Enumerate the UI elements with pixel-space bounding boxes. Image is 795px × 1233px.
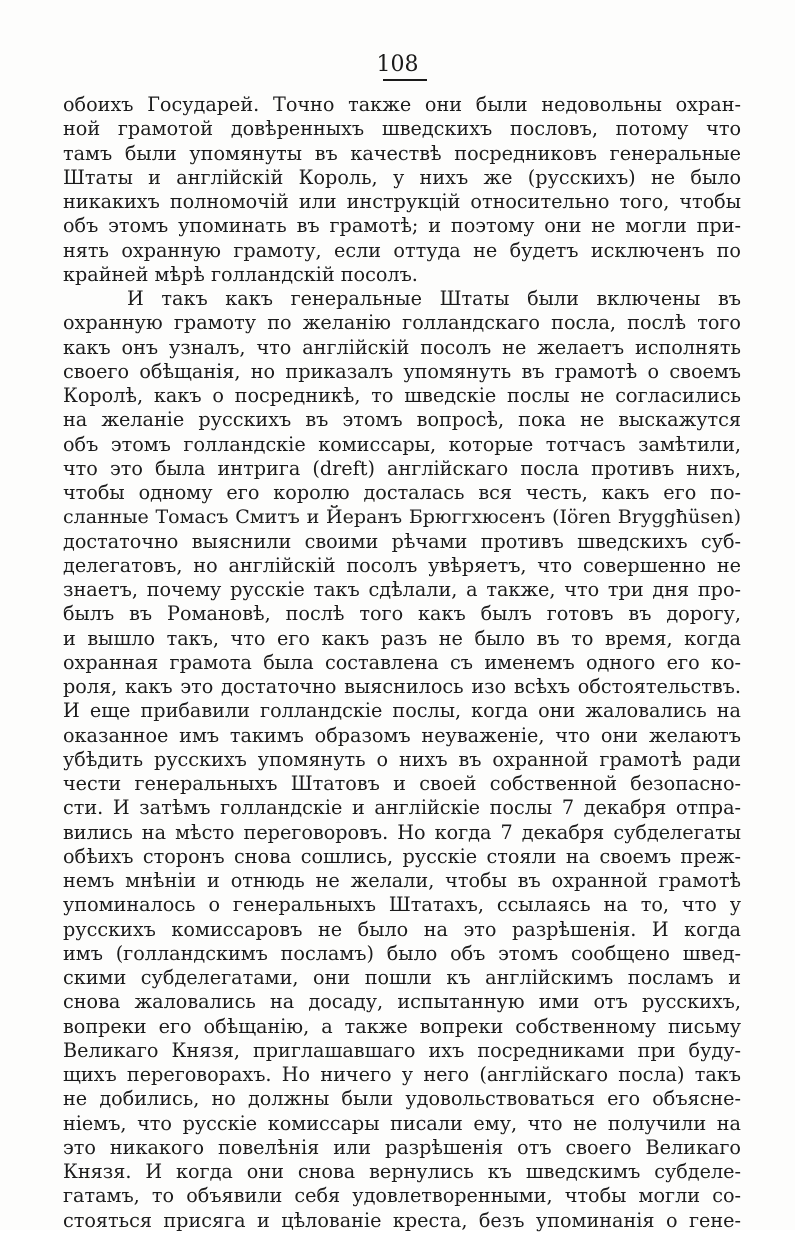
text-line: и вышло такъ, что его какъ разъ не было въ то время, когда [63, 626, 741, 650]
text-line: охранная грамота была составлена съ именемъ одного его ко- [63, 650, 741, 674]
text-line: тамъ были упомянуты въ качествѣ посредниковъ генеральные [63, 141, 741, 165]
page-number: 108 [376, 52, 419, 77]
text-line: объ этомъ голландскіе комиссары, которые тотчасъ замѣтили, [63, 432, 741, 456]
text-line: сланные Томасъ Смитъ и Йеранъ Брюггхюсенъ (Iören Bryggħüsen) [63, 506, 741, 529]
text-line: былъ въ Романовѣ, послѣ того какъ былъ готовъ въ дорогу, [63, 602, 741, 626]
text-line: вились на мѣсто переговоровъ. Но когда 7 декабря субделегаты [63, 820, 741, 844]
text-line: немъ мнѣніи и отнюдь не желали, чтобы въ охранной грамотѣ [63, 869, 741, 892]
text-line: охранную грамоту по желанію голландскаго посла, послѣ того [63, 311, 741, 335]
text-line: убѣдить русскихъ упомянуть о нихъ въ охранной грамотѣ ради [63, 747, 741, 771]
text-line: ніемъ, что русскіе комиссары писали ему, что не получили на [63, 1111, 741, 1135]
body-text [63, 93, 741, 1233]
text-line: имъ (голландскимъ посламъ) было объ этомъ сообщено швед- [63, 941, 741, 965]
text-line: что это была интрига (dreft) англійскаго посла противъ нихъ, [63, 456, 741, 480]
text-line: чести генеральныхъ Штатовъ и своей собственной безопасно- [63, 772, 741, 795]
text-line: крайней мѣрѣ голландскій посолъ. [63, 262, 418, 286]
text-line: снова жаловались на досаду, испытанную ими отъ русскихъ, [63, 990, 741, 1014]
text-line: сти. И затѣмъ голландскіе и англійскіе послы 7 декабря отпра- [63, 796, 741, 820]
text-line: Королѣ, какъ о посредникѣ, то шведскіе послы не согласились [63, 384, 741, 407]
text-line: русскихъ комиссаровъ не было на это разрѣшенія. И когда [63, 917, 741, 941]
text-line: не добились, но должны были удовольствоваться его объясне- [63, 1087, 741, 1111]
text-line: нять охранную грамоту, если оттуда не будетъ исключенъ по [63, 238, 741, 262]
text-line: Штаты и англійскій Король, у нихъ же (русскихъ) не было [63, 165, 741, 189]
text-line: скими субделегатами, они пошли къ англійскимъ посламъ и [63, 966, 741, 989]
text-line: это никакого повелѣнія или разрѣшенія отъ своего Великаго [63, 1135, 741, 1159]
text-line: И еще прибавили голландскіе послы, когда они жаловались на [63, 699, 741, 723]
text-line: на желаніе русскихъ въ этомъ вопросѣ, пока не выскажутся [63, 408, 741, 432]
text-line: никакихъ полномочій или инструкцій относительно того, чтобы [63, 190, 741, 213]
text-line: упоминалось о генеральныхъ Штатахъ, ссылаясь на то, что у [63, 893, 741, 917]
text-line: знаетъ, почему русскіе такъ сдѣлали, а также, что три дня про- [63, 578, 741, 601]
text-line: делегатовъ, но англійскій посолъ увѣряетъ, что совершенно не [63, 553, 741, 577]
text-line: своего обѣщанія, но приказалъ упомянуть въ грамотѣ о своемъ [63, 359, 741, 383]
text-line: щихъ переговорахъ. Но ничего у него (англійскаго посла) такъ [63, 1063, 741, 1086]
text-line: гатамъ, то объявили себя удовлетворенными, чтобы могли со- [63, 1184, 741, 1208]
text-line: обоихъ Государей. Точно также они были недовольны охран- [63, 93, 741, 116]
text-line: роля, какъ это достаточно выяснилось изо всѣхъ обстоятельствъ. [63, 675, 741, 698]
text-line: какъ онъ узналъ, что англійскій посолъ не желаетъ исполнять [63, 335, 741, 359]
text-line: стояться присяга и цѣлованіе креста, безъ упоминанія о гене- [63, 1208, 741, 1232]
text-line: ной грамотой довѣренныхъ шведскихъ пословъ, потому что [63, 117, 741, 141]
text-line: Князя. И когда они снова вернулись къ шведскимъ субделе- [63, 1160, 741, 1183]
text-line: оказанное имъ такимъ образомъ неуваженіе, что они желаютъ [63, 723, 741, 747]
text-line: достаточно выяснили своими рѣчами противъ шведскихъ суб- [63, 529, 741, 553]
text-line: Великаго Князя, приглашавшаго ихъ посредниками при буду- [63, 1038, 741, 1062]
text-line: объ этомъ упоминать въ грамотѣ; и поэтому они не могли при- [63, 214, 741, 238]
text-line: И такъ какъ генеральные Штаты были включены въ [127, 287, 741, 310]
text-line: обѣихъ сторонъ снова сошлись, русскіе стояли на своемъ преж- [63, 844, 741, 868]
page-number-underline [383, 79, 427, 81]
text-line: чтобы одному его королю досталась вся честь, какъ его по- [63, 481, 741, 504]
text-line: вопреки его обѣщанію, а также вопреки собственному письму [63, 1014, 741, 1038]
